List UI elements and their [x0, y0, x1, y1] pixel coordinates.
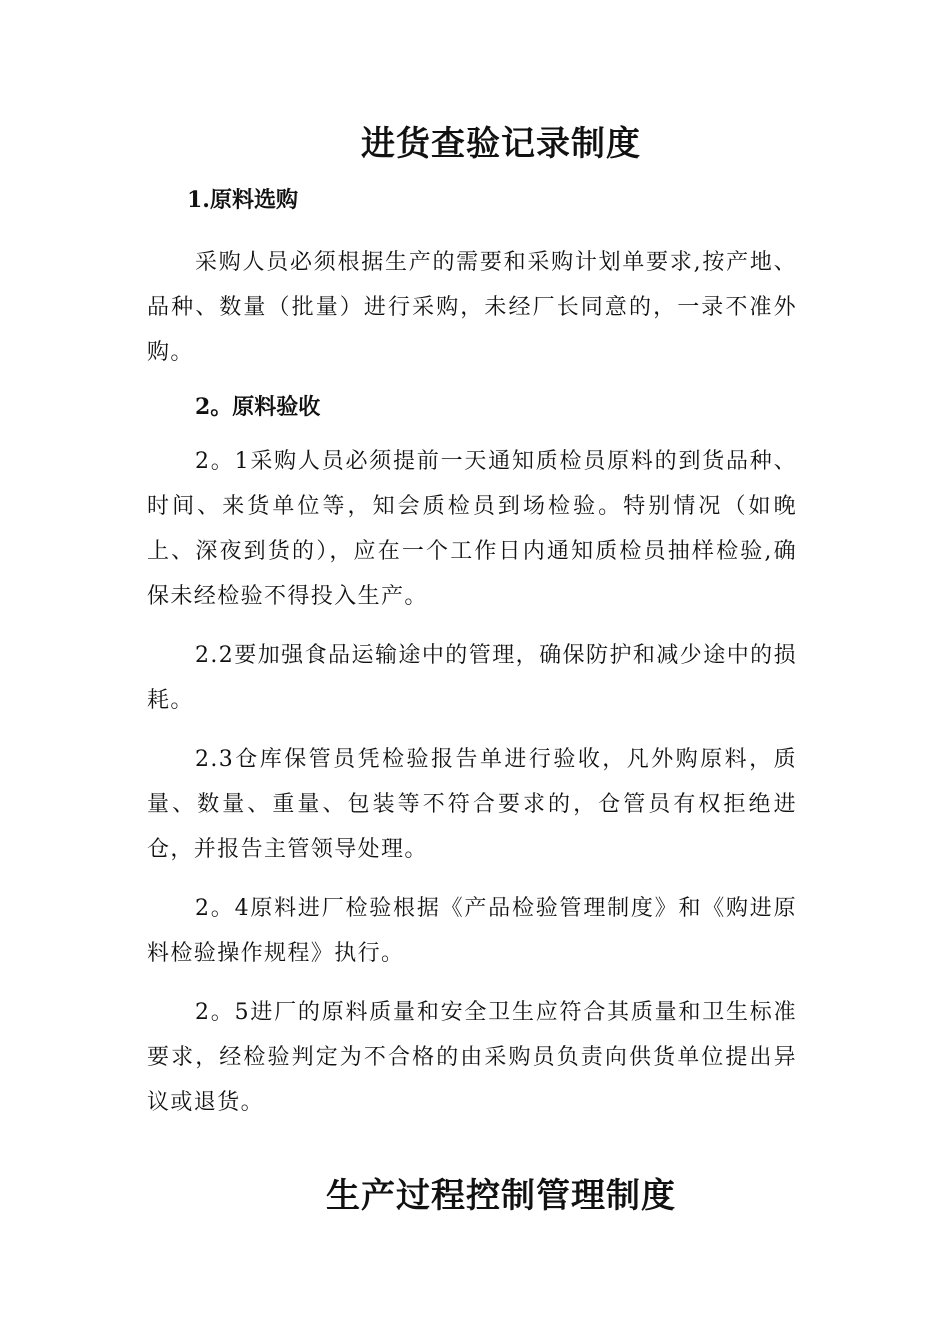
paragraph-purchase-rules: 采购人员必须根据生产的需要和采购计划单要求,按产地、品种、数量（批量）进行采购，未经厂长同意的，一录不准外购。	[147, 250, 797, 365]
paragraph-item-2-2: 2.2要加强食品运输途中的管理，确保防护和减少途中的损耗。	[147, 643, 797, 713]
paragraph-item-2-3: 2.3仓库保管员凭检验报告单进行验收，凡外购原料，质量、数量、重量、包装等不符合要求的，仓管员有权拒绝进仓，并报告主管领导处理。	[147, 747, 797, 862]
paragraph-item-2-4: 2。4原料进厂检验根据《产品检验管理制度》和《购进原料检验操作规程》执行。	[147, 896, 797, 966]
document-title: 进货查验记录制度	[361, 124, 641, 164]
next-document-title: 生产过程控制管理制度	[326, 1176, 676, 1216]
document-body	[147, 182, 797, 1125]
section-heading-raw-material-inspection: 2。原料验收	[195, 394, 321, 420]
section-heading-raw-material-purchase: 1.原料选购	[187, 187, 298, 213]
paragraph-item-2-5: 2。5进厂的原料质量和安全卫生应符合其质量和卫生标准要求，经检验判定为不合格的由采购员负责向供货单位提出异议或退货。	[147, 1000, 797, 1115]
paragraph-item-2-1: 2。1采购人员必须提前一天通知质检员原料的到货品种、时间、来货单位等，知会质检员到场检验。特别情况（如晚上、深夜到货的），应在一个工作日内通知质检员抽样检验,确保未经检验不得投入生产。	[147, 449, 797, 609]
